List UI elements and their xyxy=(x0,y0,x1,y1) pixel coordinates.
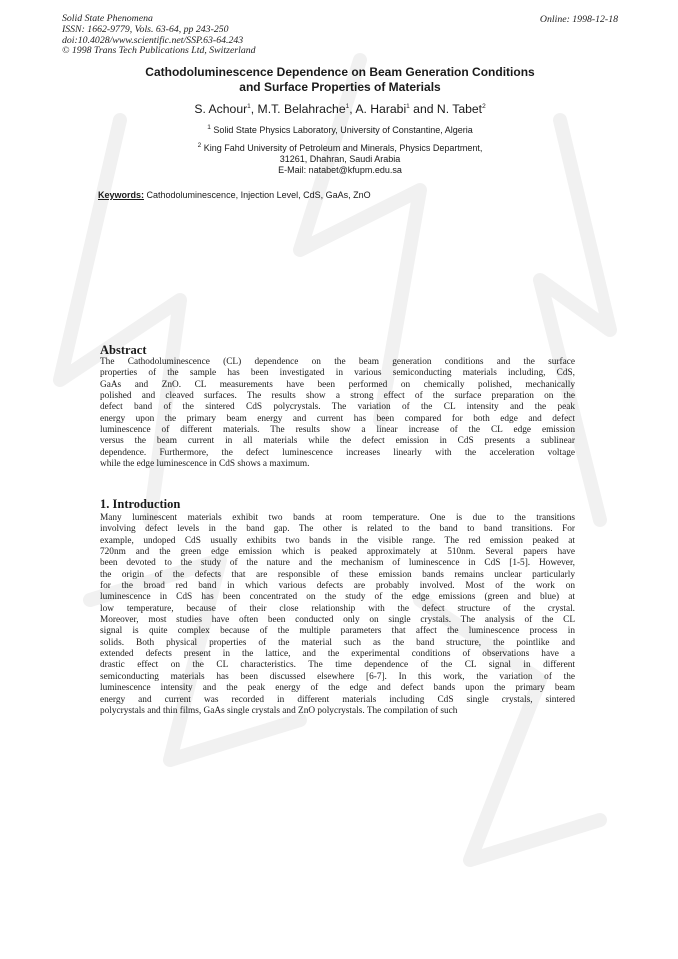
journal-header xyxy=(62,14,256,57)
title-line-1: Cathodoluminescence Dependence on Beam Generation Conditions xyxy=(145,65,535,79)
affiliation-mark: 1 xyxy=(207,124,211,131)
author-list xyxy=(70,102,610,116)
introduction-heading: 1. Introduction xyxy=(100,497,181,511)
introduction-line: for the broad red band in which various defects are probably involved. Most of the work on xyxy=(100,581,575,592)
abstract-heading: Abstract xyxy=(100,343,147,357)
abstract-line: versus the beam current in all materials while the defect emission in CdS presents a sublinear xyxy=(100,436,575,447)
affiliation-2-line-2: 31261, Dhahran, Saudi Arabia xyxy=(279,154,401,164)
introduction-line: luminescence in CdS has been concentrated on the study of the edge emissions (green and blue) at xyxy=(100,592,575,603)
introduction-body xyxy=(100,513,575,717)
author-sup: 1 xyxy=(247,102,251,110)
affiliation-1 xyxy=(80,125,600,136)
abstract-line: luminescence of different materials. The results show a linear increase of the CL edge emission xyxy=(100,425,575,436)
introduction-line: energy and current was recorded in different materials including CdS single crystals, sintered xyxy=(100,694,575,705)
doi-line: doi:10.4028/www.scientific.net/SSP.63-64.243 xyxy=(62,34,244,46)
introduction-line: solids. Both physical properties of the material such as the band structure, the pointlike and xyxy=(100,637,575,648)
author-belahrache: , M.T. Belahrache xyxy=(250,102,346,116)
introduction-line: Many luminescent materials exhibit two bands at room temperature. One is due to the transitions xyxy=(100,513,575,523)
author-sup: 2 xyxy=(482,102,486,110)
title-line-2: and Surface Properties of Materials xyxy=(239,80,441,94)
abstract-line: The Cathodoluminescence (CL) dependence on the beam generation conditions and the surface xyxy=(100,357,575,367)
introduction-line: drastic effect on the CL characteristics. The time dependence of the CL signal in different xyxy=(100,660,575,671)
introduction-line: signal is quite complex because of the multiple parameters that affect the luminescence process in xyxy=(100,626,575,637)
abstract-body xyxy=(100,357,575,470)
affiliation-2 xyxy=(80,143,600,176)
introduction-line: 720nm and the green edge emission which is peaked approximately at 510nm. Several papers have xyxy=(100,547,575,558)
author-sup: 1 xyxy=(345,102,350,110)
introduction-line: involving defect levels in the band gap. The other is related to the band to band transitions. For xyxy=(100,524,575,535)
abstract-line: dependence. Furthermore, the defect luminescence increases linearly with the acceleration voltage xyxy=(100,447,575,458)
abstract-line: defect band of the sintered CdS polycrystals. The variation of the CL intensity and the peak xyxy=(100,402,575,413)
affiliation-email[interactable]: E-Mail: natabet@kfupm.edu.sa xyxy=(278,165,402,175)
abstract-line: GaAs and ZnO. CL measurements have been performed on chemically polished, mechanically xyxy=(100,379,575,390)
journal-name: Solid State Phenomena xyxy=(62,13,153,24)
affiliation-mark: 2 xyxy=(197,142,202,149)
introduction-line: luminescence intensity and the peak energy of the edge and defect bands upon the primary beam xyxy=(100,683,575,694)
introduction-line: polycrystals and thin films, GaAs single crystals and ZnO polycrystals. The compilation of such xyxy=(100,705,458,716)
abstract-line: properties of the sample has been investigated in various semiconducting materials including, CdS, xyxy=(100,368,575,379)
author-tabet: and N. Tabet xyxy=(409,102,483,116)
introduction-line: Moreover, most studies have often been conducted only on single crystals. The analysis of the CL xyxy=(100,615,575,626)
introduction-line: semiconducting materials has been discussed elsewhere [6-7]. In this work, the variation of the xyxy=(100,671,575,682)
keywords xyxy=(98,190,371,200)
keywords-list: Cathodoluminescence, Injection Level, CdS, GaAs, ZnO xyxy=(144,190,371,200)
issn-line: ISSN: 1662-9779, Vols. 63-64, pp 243-250 xyxy=(62,23,229,35)
abstract-line: energy upon the primary beam energy and current has been compared for both edge and defect xyxy=(100,413,575,424)
author-sup: 1 xyxy=(406,102,410,110)
author-harabi: , A. Harabi xyxy=(349,102,407,116)
copyright-line: © 1998 Trans Tech Publications Ltd, Switzerland xyxy=(62,45,256,57)
paper-title xyxy=(70,65,610,95)
introduction-line: example, undoped CdS usually exhibits two bands in the visible range. The red emission peaked at xyxy=(100,535,575,546)
keywords-label: Keywords: xyxy=(98,190,145,200)
introduction-line: been devoted to the study of the nature and the mechanism of luminescence in CdS [1-5]. However, xyxy=(100,558,575,569)
introduction-line: extended defects present in the lattice, and the experimental conditions of observations have a xyxy=(100,649,575,660)
author-achour: S. Achour xyxy=(194,102,248,116)
abstract-line: polished and cleaved surfaces. The results show a strong effect of the surface preparation on the xyxy=(100,391,575,402)
introduction-line: low temperature, because of their close relationship with the defect structure of the crystal. xyxy=(100,603,575,614)
affiliation-2-line-1: King Fahd University of Petroleum and Minerals, Physics Department, xyxy=(201,143,483,153)
online-date: Online: 1998-12-18 xyxy=(539,14,618,25)
affiliation-1-text: Solid State Physics Laboratory, University of Constantine, Algeria xyxy=(210,125,473,135)
introduction-line: the origin of the defects that are responsible of these emission bands remains unclear particularly xyxy=(100,569,575,580)
abstract-line: while the edge luminescence in CdS shows a maximum. xyxy=(100,459,310,470)
